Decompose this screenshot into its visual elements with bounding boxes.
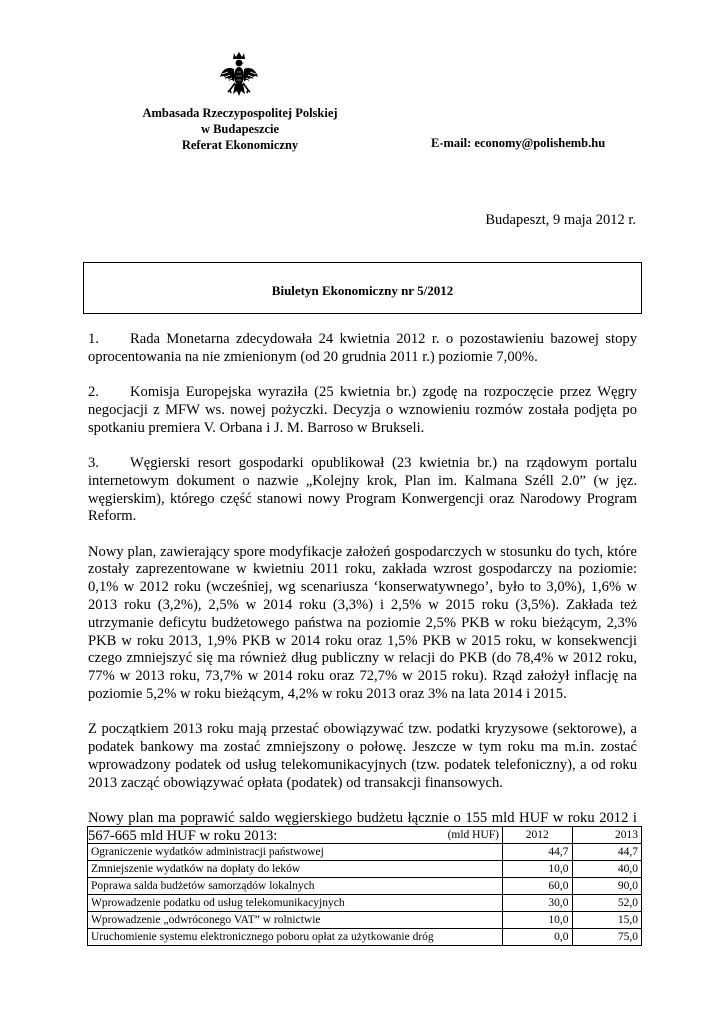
table-cell: 10,0: [503, 861, 572, 878]
paragraph: Nowy plan, zawierający spore modyfikacje założeń gospodarczych w stosunku do tych, które zostały zaprezentowane w kwietniu 2011 roku, zakłada wzrost gospodarczy na poziomie: 0,1% w 2012 roku (wcześniej, wg scenariusza ‘konserwatywnego’, było to 3,0%), 1,6% w 2013 roku (3,2%), 2,5% w 2014 roku (3,3%) i 2,5% w 2015 roku (3,5%). Zakłada też utrzymanie deficytu budżetowego państwa na poziomie 2,5% PKB w roku bieżącym, 2,3% PKB w roku 2013, 1,9% PKB w 2014 roku oraz 1,5% PKB w 2015 roku, w konsekwencji czego zmniejszyć się ma również dług publiczny w relacji do PKB (do 78,4% w 2012 roku, 77% w 2013 roku, 73,7% w 2014 roku oraz 72,7% w 2015 roku). Rząd założył inflację na poziomie 5,2% w roku bieżącym, 4,2% w roku 2013 oraz 3% na lata 2014 i 2015.: [88, 543, 637, 703]
table-cell: Ograniczenie wydatków administracji państwowej: [88, 844, 503, 861]
bulletin-title: Biuletyn Ekonomiczny nr 5/2012: [271, 283, 454, 298]
table-cell: Poprawa salda budżetów samorządów lokalnych: [88, 878, 503, 895]
table-cell: 75,0: [572, 929, 642, 946]
table-cell: Zmniejszenie wydatków na dopłaty do leków: [88, 861, 503, 878]
table-row: [88, 844, 642, 861]
paragraph: Nowy plan ma poprawić saldo węgierskiego budżetu łącznie o 155 mld HUF w roku 2012 i 567-665 mld HUF w roku 2013:: [88, 810, 637, 844]
item-text: Węgierski resort gospodarki opublikował (23 kwietnia br.) na rządowym portalu internetowym dokument o nazwie „Kolejny krok, Plan im. Kalmana Széll 2.0” (w jęz. węgierskim), którego część stanowi nowy Program Konwergencji oraz Narodowy Program Reform.: [88, 454, 637, 525]
table-cell: Wprowadzenie podatku od usług telekomunikacyjnych: [88, 895, 503, 912]
table-header-cell: 2012: [503, 827, 572, 844]
embassy-city: w Budapeszcie: [200, 122, 280, 136]
bulletin-title-box: [83, 262, 642, 314]
table-cell: Uruchomienie systemu elektronicznego poboru opłat za użytkowanie dróg: [88, 929, 503, 946]
contact-email: E-mail: economy@polishemb.hu: [431, 136, 606, 150]
table-cell: 60,0: [503, 878, 572, 895]
table-cell: 44,7: [572, 844, 642, 861]
table-header-cell: (mld HUF): [88, 827, 503, 844]
table-cell: 15,0: [572, 912, 642, 929]
table-cell: 0,0: [503, 929, 572, 946]
document-date: Budapeszt, 9 maja 2012 r.: [485, 212, 636, 228]
item-number: 3.: [88, 454, 99, 471]
table-row: [88, 878, 642, 895]
table-row: [88, 912, 642, 929]
eagle-emblem-icon: [219, 50, 259, 102]
table-cell: 52,0: [572, 895, 642, 912]
table-row: [88, 895, 642, 912]
document-body: [88, 331, 637, 846]
table-header-row: [88, 827, 642, 844]
list-item: [88, 455, 637, 526]
item-number: 2.: [88, 384, 99, 401]
list-item: [88, 384, 637, 437]
table-cell: 30,0: [503, 895, 572, 912]
table-row: [88, 929, 642, 946]
paragraph: Z początkiem 2013 roku mają przestać obowiązywać tzw. podatki kryzysowe (sektorowe), a podatek bankowy ma zostać zmniejszony o połowę. Jeszcze w tym roku ma m.in. zostać wprowadzony podatek od usług telekomunikacyjnych (tzw. podatek telefoniczny), a od roku 2013 zacząć obowiązywać opłata (podatek) od transakcji finansowych.: [88, 721, 637, 791]
table-header-cell: 2013: [572, 827, 642, 844]
embassy-name: Ambasada Rzeczypospolitej Polskiej: [142, 106, 338, 120]
table-cell: 10,0: [503, 912, 572, 929]
budget-table-wrapper: [87, 826, 642, 946]
embassy-header: [118, 105, 362, 153]
item-text: Rada Monetarna zdecydowała 24 kwietnia 2012 r. o pozostawieniu bazowej stopy oprocentowania na nie zmienionym (od 20 grudnia 2011 r.) poziomie 7,00%.: [88, 331, 637, 365]
item-text: Komisja Europejska wyraziła (25 kwietnia br.) zgodę na rozpoczęcie przez Węgry negocjacji z MFW ws. nowej pożyczki. Decyzja o wznowieniu rozmów została podjęta po spotkaniu premiera V. Orbana i J. M. Barroso w Brukseli.: [88, 384, 637, 436]
table-cell: 40,0: [572, 861, 642, 878]
table-cell: Wprowadzenie „odwróconego VAT” w rolnictwie: [88, 912, 503, 929]
table-cell: 44,7: [503, 844, 572, 861]
list-item: [88, 331, 637, 367]
table-cell: 90,0: [572, 878, 642, 895]
item-number: 1.: [88, 331, 99, 347]
embassy-department: Referat Ekonomiczny: [181, 138, 299, 152]
table-row: [88, 861, 642, 878]
budget-table: [87, 826, 642, 946]
